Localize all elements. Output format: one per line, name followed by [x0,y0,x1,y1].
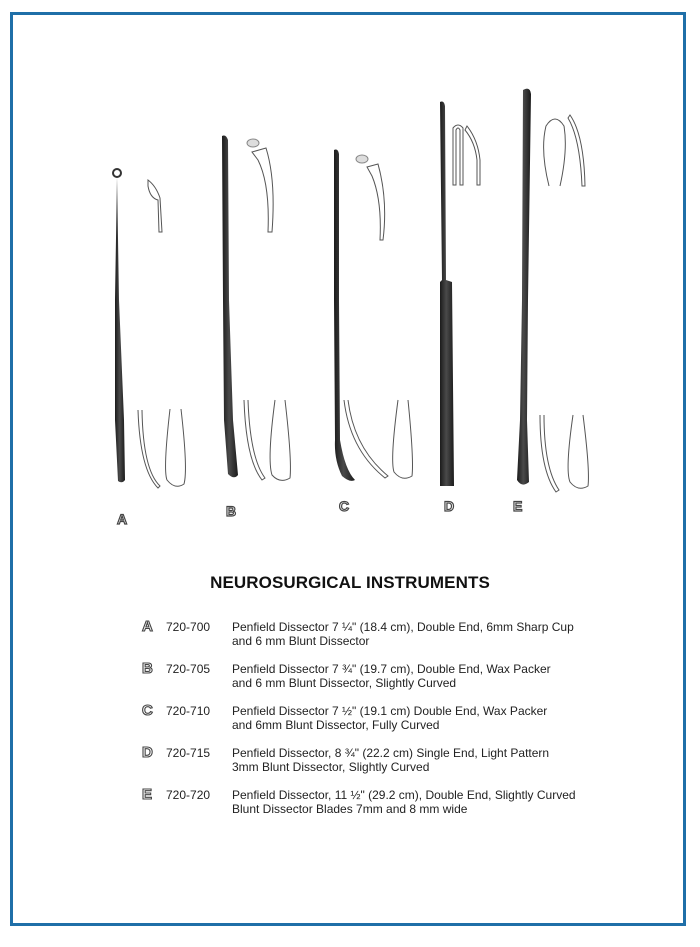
instrument-b [222,136,290,481]
label-e: E [513,498,523,514]
label-a: A [117,511,128,527]
page-title: NEUROSURGICAL INSTRUMENTS [210,573,490,592]
list-item [142,746,602,788]
instrument-list [142,620,602,830]
label-c: C [339,498,350,514]
item-letter: A [142,618,153,635]
item-letter: C [142,702,153,719]
instrument-c [334,150,413,481]
item-code: 720-700 [166,620,211,634]
instrument-a [113,169,185,488]
label-b: B [226,503,237,519]
list-item [142,704,602,746]
item-code: 720-715 [166,746,211,760]
desc-line-1: Penfield Dissector 7 ¾" (19.7 cm), Double End, Wax Packer [232,662,551,676]
desc-line-2: 3mm Blunt Dissector, Slightly Curved [232,760,430,774]
desc-line-2: Blunt Dissector Blades 7mm and 8 mm wide [232,802,468,816]
item-description [232,704,602,732]
list-item [142,662,602,704]
desc-line-1: Penfield Dissector, 8 ¾" (22.2 cm) Single End, Light Pattern [232,746,550,760]
desc-line-1: Penfield Dissector, 11 ½" (29.2 cm), Double End, Slightly Curved [232,788,576,802]
item-code: 720-720 [166,788,211,802]
label-d: D [444,498,455,514]
desc-line-1: Penfield Dissector 7 ½" (19.1 cm) Double End, Wax Packer [232,704,548,718]
desc-line-2: and 6 mm Blunt Dissector [232,634,370,648]
instrument-d [440,102,480,487]
item-code: 720-705 [166,662,211,676]
instrument-e [517,89,588,492]
item-letter: E [142,786,153,803]
item-code: 720-710 [166,704,211,718]
list-item [142,788,602,830]
item-letter: D [142,744,153,761]
item-description [232,788,602,816]
desc-line-1: Penfield Dissector 7 ¼" (18.4 cm), Double End, 6mm Sharp Cup [232,620,574,634]
desc-line-2: and 6mm Blunt Dissector, Fully Curved [232,718,440,732]
item-description [232,746,602,774]
item-description [232,620,602,648]
item-description [232,662,602,690]
desc-line-2: and 6 mm Blunt Dissector, Slightly Curved [232,676,457,690]
list-item [142,620,602,662]
item-letter: B [142,660,153,677]
